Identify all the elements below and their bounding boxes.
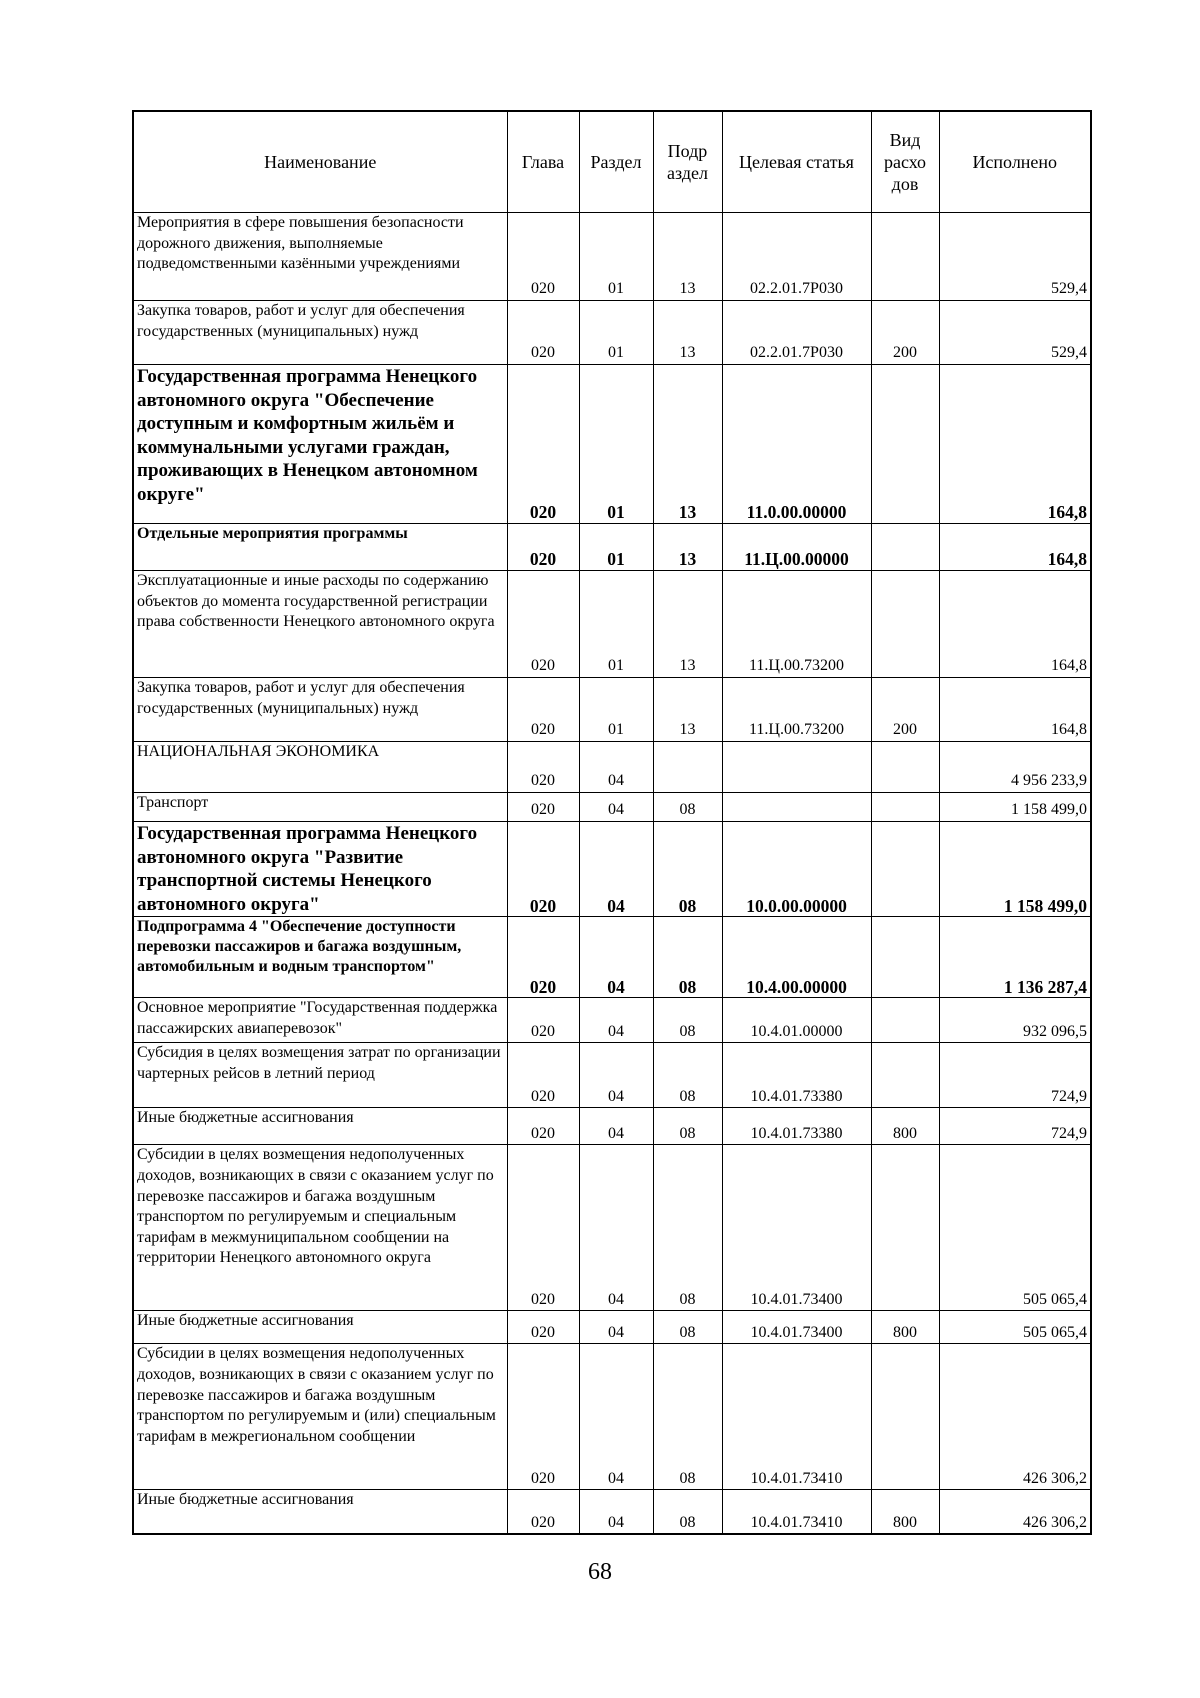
row-expense-type [871, 793, 939, 822]
row-expense-type: 800 [871, 1311, 939, 1344]
row-amount: 529,4 [939, 213, 1091, 301]
row-chapter: 020 [507, 1311, 579, 1344]
row-amount: 426 306,2 [939, 1490, 1091, 1535]
table-body [133, 213, 1091, 1535]
row-name: Государственная программа Ненецкого автономного округа "Обеспечение доступным и комфортным жильём и коммунальными услугами граждан, проживающих в Ненецком автономном округе" [133, 365, 507, 524]
header-section: Раздел [579, 111, 653, 213]
row-subsection: 08 [653, 917, 722, 998]
page-number: 68 [588, 1559, 612, 1585]
row-section: 01 [579, 524, 653, 571]
row-name: Отдельные мероприятия программы [133, 524, 507, 571]
row-target-article [722, 742, 871, 793]
row-expense-type [871, 742, 939, 793]
row-section: 04 [579, 998, 653, 1043]
row-chapter: 020 [507, 365, 579, 524]
row-subsection: 08 [653, 1108, 722, 1145]
row-amount: 1 136 287,4 [939, 917, 1091, 998]
row-name: Закупка товаров, работ и услуг для обеспечения государственных (муниципальных) нужд [133, 301, 507, 365]
row-section: 04 [579, 742, 653, 793]
row-target-article: 10.4.01.73410 [722, 1490, 871, 1535]
row-target-article: 10.4.01.73380 [722, 1108, 871, 1145]
row-subsection: 08 [653, 822, 722, 917]
table-row [133, 793, 1091, 822]
row-target-article: 11.Ц.00.00000 [722, 524, 871, 571]
row-expense-type [871, 998, 939, 1043]
row-chapter: 020 [507, 1344, 579, 1490]
row-amount: 932 096,5 [939, 998, 1091, 1043]
row-chapter: 020 [507, 571, 579, 678]
row-name: Субсидия в целях возмещения затрат по организации чартерных рейсов в летний период [133, 1043, 507, 1108]
row-expense-type [871, 365, 939, 524]
row-expense-type [871, 1344, 939, 1490]
row-amount: 529,4 [939, 301, 1091, 365]
table-row [133, 998, 1091, 1043]
row-section: 04 [579, 1145, 653, 1311]
row-expense-type: 200 [871, 678, 939, 742]
row-amount: 164,8 [939, 524, 1091, 571]
table-row [133, 1490, 1091, 1535]
row-chapter: 020 [507, 1043, 579, 1108]
row-chapter: 020 [507, 917, 579, 998]
row-expense-type [871, 1145, 939, 1311]
row-chapter: 020 [507, 301, 579, 365]
row-name: НАЦИОНАЛЬНАЯ ЭКОНОМИКА [133, 742, 507, 793]
row-expense-type [871, 1043, 939, 1108]
row-expense-type: 200 [871, 301, 939, 365]
table-row [133, 365, 1091, 524]
row-chapter: 020 [507, 524, 579, 571]
header-target-article: Целевая статья [722, 111, 871, 213]
row-amount: 505 065,4 [939, 1311, 1091, 1344]
row-section: 04 [579, 1490, 653, 1535]
table-row [133, 1344, 1091, 1490]
row-amount: 164,8 [939, 365, 1091, 524]
row-name: Субсидии в целях возмещения недополученных доходов, возникающих в связи с оказанием услуг по перевозке пассажиров и багажа воздушным транспортом по регулируемым и специальным тарифам в межмуниципальном сообщении на территории Ненецкого автономного округа [133, 1145, 507, 1311]
row-section: 04 [579, 1311, 653, 1344]
row-name: Государственная программа Ненецкого автономного округа "Развитие транспортной системы Ненецкого автономного округа" [133, 822, 507, 917]
row-name: Эксплуатационные и иные расходы по содержанию объектов до момента государственной регистрации права собственности Ненецкого автономного округа [133, 571, 507, 678]
table-row [133, 301, 1091, 365]
row-chapter: 020 [507, 793, 579, 822]
row-chapter: 020 [507, 678, 579, 742]
table-row [133, 1043, 1091, 1108]
row-name: Транспорт [133, 793, 507, 822]
header-subsection: Подр аздел [653, 111, 722, 213]
row-name: Субсидии в целях возмещения недополученных доходов, возникающих в связи с оказанием услуг по перевозке пассажиров и багажа воздушным транспортом по регулируемым и (или) специальным тарифам в межрегиональном сообщении [133, 1344, 507, 1490]
row-section: 04 [579, 822, 653, 917]
row-target-article: 11.Ц.00.73200 [722, 678, 871, 742]
row-section: 01 [579, 301, 653, 365]
row-subsection: 13 [653, 524, 722, 571]
row-amount: 1 158 499,0 [939, 793, 1091, 822]
row-target-article: 10.4.01.73380 [722, 1043, 871, 1108]
row-subsection: 08 [653, 1344, 722, 1490]
row-name: Закупка товаров, работ и услуг для обеспечения государственных (муниципальных) нужд [133, 678, 507, 742]
row-subsection: 13 [653, 571, 722, 678]
row-subsection: 08 [653, 793, 722, 822]
row-name: Иные бюджетные ассигнования [133, 1311, 507, 1344]
row-section: 04 [579, 1344, 653, 1490]
table-row [133, 822, 1091, 917]
row-subsection: 08 [653, 1311, 722, 1344]
row-chapter: 020 [507, 1145, 579, 1311]
row-amount: 426 306,2 [939, 1344, 1091, 1490]
row-amount: 505 065,4 [939, 1145, 1091, 1311]
row-expense-type [871, 917, 939, 998]
row-section: 01 [579, 365, 653, 524]
row-subsection: 13 [653, 678, 722, 742]
row-section: 04 [579, 917, 653, 998]
row-name: Подпрограмма 4 "Обеспечение доступности перевозки пассажиров и багажа воздушным, автомобильным и водным транспортом" [133, 917, 507, 998]
row-subsection: 08 [653, 1145, 722, 1311]
header-executed: Исполнено [939, 111, 1091, 213]
row-amount: 724,9 [939, 1108, 1091, 1145]
row-target-article: 11.0.00.00000 [722, 365, 871, 524]
table-header-row [133, 111, 1091, 213]
table-row [133, 213, 1091, 301]
table-row [133, 678, 1091, 742]
row-subsection: 08 [653, 998, 722, 1043]
row-target-article: 11.Ц.00.73200 [722, 571, 871, 678]
row-target-article: 10.0.00.00000 [722, 822, 871, 917]
row-target-article: 10.4.01.73410 [722, 1344, 871, 1490]
row-target-article: 10.4.01.00000 [722, 998, 871, 1043]
table-row [133, 1311, 1091, 1344]
row-subsection: 13 [653, 213, 722, 301]
budget-execution-table [132, 110, 1092, 1535]
row-section: 04 [579, 1108, 653, 1145]
row-section: 01 [579, 213, 653, 301]
row-chapter: 020 [507, 822, 579, 917]
row-expense-type [871, 822, 939, 917]
row-section: 01 [579, 571, 653, 678]
row-amount: 724,9 [939, 1043, 1091, 1108]
row-chapter: 020 [507, 1490, 579, 1535]
table-row [133, 742, 1091, 793]
row-expense-type [871, 571, 939, 678]
header-name: Наименование [133, 111, 507, 213]
row-expense-type: 800 [871, 1490, 939, 1535]
row-section: 04 [579, 793, 653, 822]
row-expense-type: 800 [871, 1108, 939, 1145]
row-target-article: 02.2.01.7Р030 [722, 301, 871, 365]
row-amount: 164,8 [939, 678, 1091, 742]
row-subsection: 13 [653, 301, 722, 365]
row-name: Иные бюджетные ассигнования [133, 1108, 507, 1145]
row-target-article: 10.4.01.73400 [722, 1311, 871, 1344]
row-amount: 164,8 [939, 571, 1091, 678]
row-chapter: 020 [507, 1108, 579, 1145]
row-target-article: 02.2.01.7Р030 [722, 213, 871, 301]
row-expense-type [871, 524, 939, 571]
row-target-article [722, 793, 871, 822]
header-chapter: Глава [507, 111, 579, 213]
table-row [133, 1145, 1091, 1311]
table-row [133, 571, 1091, 678]
row-target-article: 10.4.00.00000 [722, 917, 871, 998]
row-subsection: 08 [653, 1043, 722, 1108]
row-chapter: 020 [507, 998, 579, 1043]
row-name: Иные бюджетные ассигнования [133, 1490, 507, 1535]
row-chapter: 020 [507, 213, 579, 301]
row-chapter: 020 [507, 742, 579, 793]
row-section: 01 [579, 678, 653, 742]
row-target-article: 10.4.01.73400 [722, 1145, 871, 1311]
row-name: Основное мероприятие "Государственная поддержка пассажирских авиаперевозок" [133, 998, 507, 1043]
table-row [133, 524, 1091, 571]
row-amount: 4 956 233,9 [939, 742, 1091, 793]
row-subsection: 08 [653, 1490, 722, 1535]
row-subsection: 13 [653, 365, 722, 524]
table-row [133, 917, 1091, 998]
row-subsection [653, 742, 722, 793]
row-expense-type [871, 213, 939, 301]
header-expense-type: Вид расхо дов [871, 111, 939, 213]
row-amount: 1 158 499,0 [939, 822, 1091, 917]
row-name: Мероприятия в сфере повышения безопасности дорожного движения, выполняемые подведомственными казёнными учреждениями [133, 213, 507, 301]
row-section: 04 [579, 1043, 653, 1108]
table-row [133, 1108, 1091, 1145]
